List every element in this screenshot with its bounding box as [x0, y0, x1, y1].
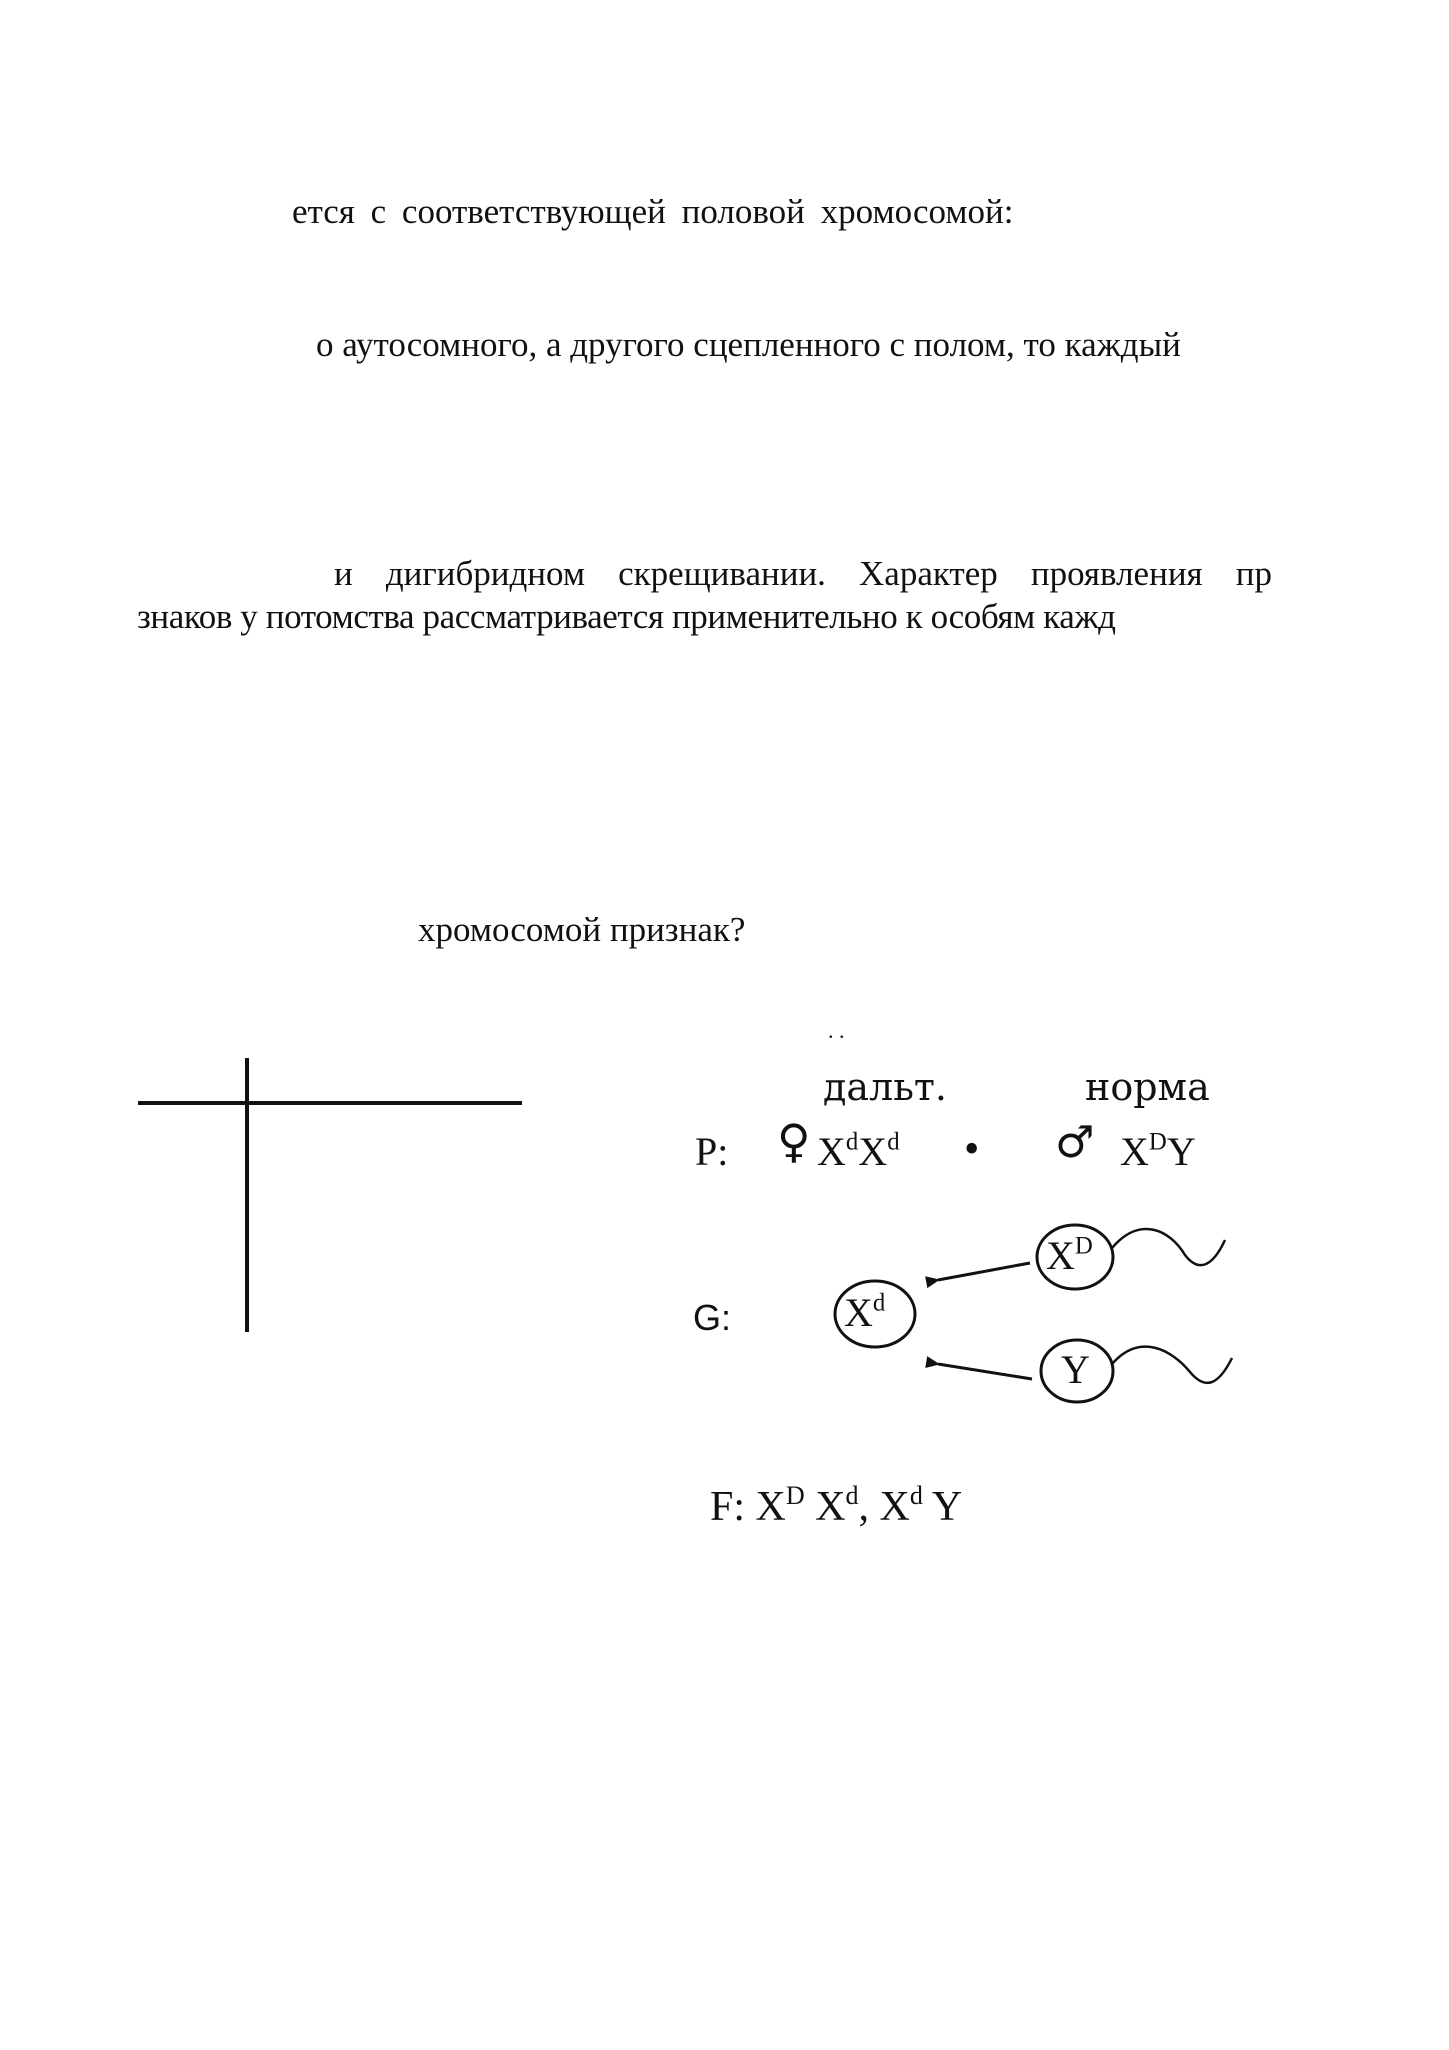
text-line-2: о аутосомного, а другого сцепленного с полом, то каждый — [316, 325, 1181, 364]
text-line-3: и дигибридном скрещивании. Характер проявления пр — [334, 554, 1272, 593]
text-line-5: хромосомой признак? — [418, 910, 746, 949]
cross-dot: • — [964, 1124, 980, 1173]
male-genotype: $X^DY$ — [1120, 1128, 1196, 1174]
gamete-xd-text: $X^D$ — [1046, 1232, 1093, 1278]
gametes-label: G: — [693, 1297, 732, 1338]
sperm-tail-1 — [1112, 1229, 1225, 1265]
arrow-from-y — [938, 1364, 1032, 1379]
female-symbol: ♀ — [777, 1114, 811, 1168]
phenotype-male-label: норма — [1085, 1065, 1210, 1109]
text-line-4: знаков у потомства рассматривается применительно к особям кажд — [137, 597, 1116, 636]
gamete-female-text: $X^d$ — [844, 1289, 886, 1335]
phenotype-female-label: дальт. — [823, 1065, 947, 1109]
gamete-y-text: Y — [1061, 1347, 1090, 1392]
sperm-tail-2 — [1112, 1347, 1232, 1383]
offspring-line: F: $X^D$ $X^d$, $X^d$ Y — [710, 1480, 963, 1530]
male-symbol: ♂ — [1055, 1117, 1095, 1168]
parents-label: P: — [695, 1129, 729, 1174]
text-line-1: ется с соответствующей половой хромосомой: — [292, 192, 1014, 231]
arrow-from-xd — [938, 1263, 1030, 1280]
diagram-dots: . . — [828, 1018, 845, 1043]
female-genotype: $X^dX^d$ — [817, 1128, 900, 1174]
